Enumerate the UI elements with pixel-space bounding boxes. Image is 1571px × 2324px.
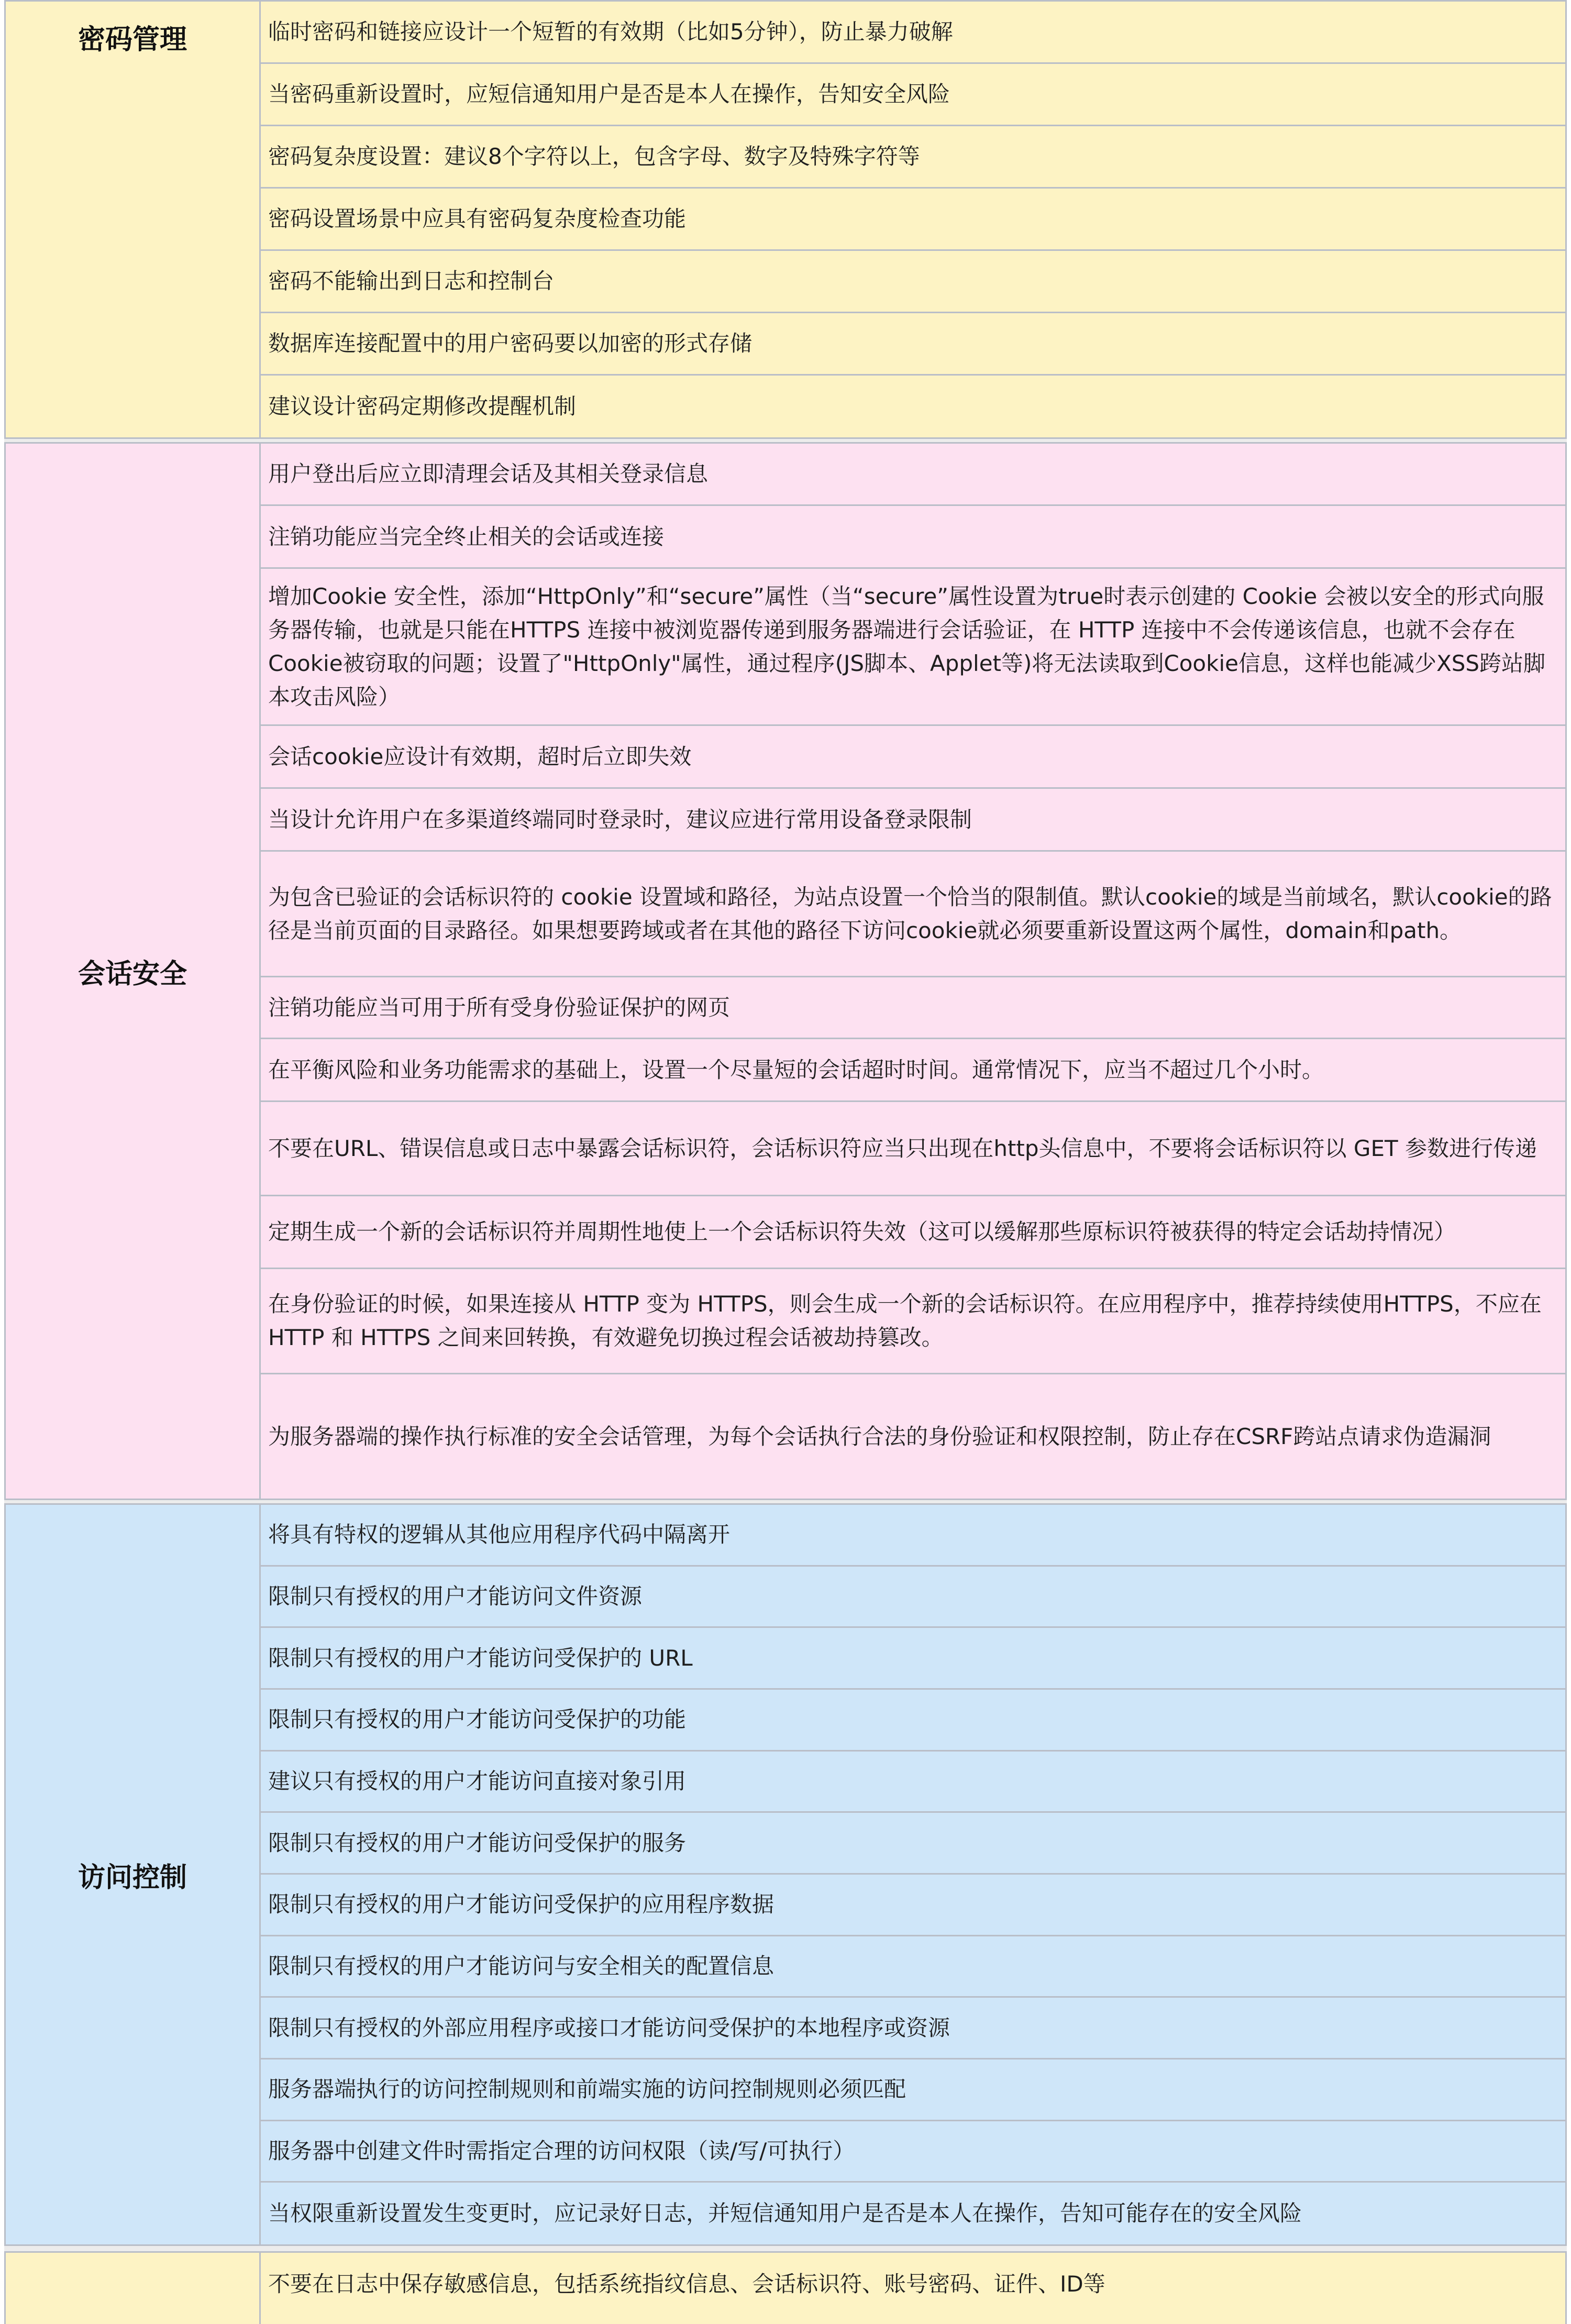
list-item: 限制只有授权的用户才能访问文件资源 <box>261 1567 1565 1628</box>
list-item: 用户登出后应立即清理会话及其相关登录信息 <box>261 444 1565 506</box>
list-item: 密码设置场景中应具有密码复杂度检查功能 <box>261 189 1565 251</box>
list-item: 为服务器端的操作执行标准的安全会话管理，为每个会话执行合法的身份验证和权限控制，防止存在CSRF跨站点请求伪造漏洞 <box>268 1423 1491 1449</box>
list-item: 不要在日志中保存敏感信息，包括系统指纹信息、会话标识符、账号密码、证件、ID等 <box>268 2271 1105 2297</box>
section-password-management <box>4 0 1567 439</box>
list-item: 密码不能输出到日志和控制台 <box>261 251 1565 313</box>
list-item: 注销功能应当可用于所有受身份验证保护的网页 <box>261 977 1565 1039</box>
list-item: 限制只有授权的用户才能访问受保护的功能 <box>261 1690 1565 1752</box>
list-item: 在平衡风险和业务功能需求的基础上，设置一个尽量短的会话超时时间。通常情况下，应当不超过几个小时。 <box>261 1039 1565 1102</box>
list-item: 服务器端执行的访问控制规则和前端实施的访问控制规则必须匹配 <box>261 2059 1565 2121</box>
list-item: 建议只有授权的用户才能访问直接对象引用 <box>261 1752 1565 1813</box>
list-item: 建议设计密码定期修改提醒机制 <box>268 393 577 419</box>
category-access-control: 访问控制 <box>6 1505 261 2244</box>
category-session-security: 会话安全 <box>6 444 261 1499</box>
list-item: 将具有特权的逻辑从其他应用程序代码中隔离开 <box>261 1505 1565 1567</box>
list-item: 会话cookie应设计有效期，超时后立即失效 <box>261 726 1565 789</box>
list-item: 增加Cookie 安全性，添加“HttpOnly”和“secure”属性（当“secure”属性设置为true时表示创建的 Cookie 会被以安全的形式向服务器传输，也就是只能在HTTPS 连接中被浏览器传递到服务器端进行会话验证，在 HTTP 连接中不会传递该信息，也就不会存在Cookie被窃取的问题；设置了"HttpOnly"属性，通过程序(JS脚本、Applet等)将无法读取到Cookie信息，这样也能减少XSS跨站脚本攻击风险） <box>261 569 1565 726</box>
list-item: 限制只有授权的用户才能访问与安全相关的配置信息 <box>261 1936 1565 1998</box>
list-item: 定期生成一个新的会话标识符并周期性地使上一个会话标识符失效（这可以缓解那些原标识符被获得的特定会话劫持情况） <box>261 1196 1565 1269</box>
category-password-management: 密码管理 <box>6 2 261 437</box>
list-item: 不要在URL、错误信息或日志中暴露会话标识符，会话标识符应当只出现在http头信息中，不要将会话标识符以 GET 参数进行传递 <box>261 1102 1565 1196</box>
list-item: 限制只有授权的用户才能访问受保护的应用程序数据 <box>261 1875 1565 1936</box>
list-item: 数据库连接配置中的用户密码要以加密的形式存储 <box>261 313 1565 376</box>
category-logging <box>6 2253 261 2324</box>
section-divider <box>4 2246 1567 2251</box>
security-checklist-table <box>4 0 1567 2324</box>
list-item: 服务器中创建文件时需指定合理的访问权限（读/写/可执行） <box>261 2121 1565 2183</box>
list-item: 当权限重新设置发生变更时，应记录好日志，并短信通知用户是否是本人在操作，告知可能存在的安全风险 <box>268 2200 1302 2227</box>
list-item: 临时密码和链接应设计一个短暂的有效期（比如5分钟），防止暴力破解 <box>261 2 1565 64</box>
list-item: 限制只有授权的外部应用程序或接口才能访问受保护的本地程序或资源 <box>261 1998 1565 2059</box>
list-item: 当设计允许用户在多渠道终端同时登录时，建议应进行常用设备登录限制 <box>261 789 1565 852</box>
list-item: 当密码重新设置时，应短信通知用户是否是本人在操作，告知安全风险 <box>261 64 1565 126</box>
list-item: 注销功能应当完全终止相关的会话或连接 <box>261 506 1565 569</box>
section-logging <box>4 2251 1567 2324</box>
section-session-security <box>4 442 1567 1500</box>
list-item: 限制只有授权的用户才能访问受保护的服务 <box>261 1813 1565 1875</box>
list-item: 在身份验证的时候，如果连接从 HTTP 变为 HTTPS，则会生成一个新的会话标识符。在应用程序中，推荐持续使用HTTPS，不应在 HTTP 和 HTTPS 之间来回转换，有效避免切换过程会话被劫持篡改。 <box>261 1269 1565 1374</box>
list-item: 限制只有授权的用户才能访问受保护的 URL <box>261 1628 1565 1690</box>
list-item: 密码复杂度设置：建议8个字符以上，包含字母、数字及特殊字符等 <box>261 126 1565 189</box>
list-item: 为包含已验证的会话标识符的 cookie 设置域和路径，为站点设置一个恰当的限制值。默认cookie的域是当前域名，默认cookie的路径是当前页面的目录路径。如果想要跨域或者在其他的路径下访问cookie就必须要重新设置这两个属性，domain和path。 <box>261 852 1565 977</box>
section-access-control <box>4 1503 1567 2246</box>
